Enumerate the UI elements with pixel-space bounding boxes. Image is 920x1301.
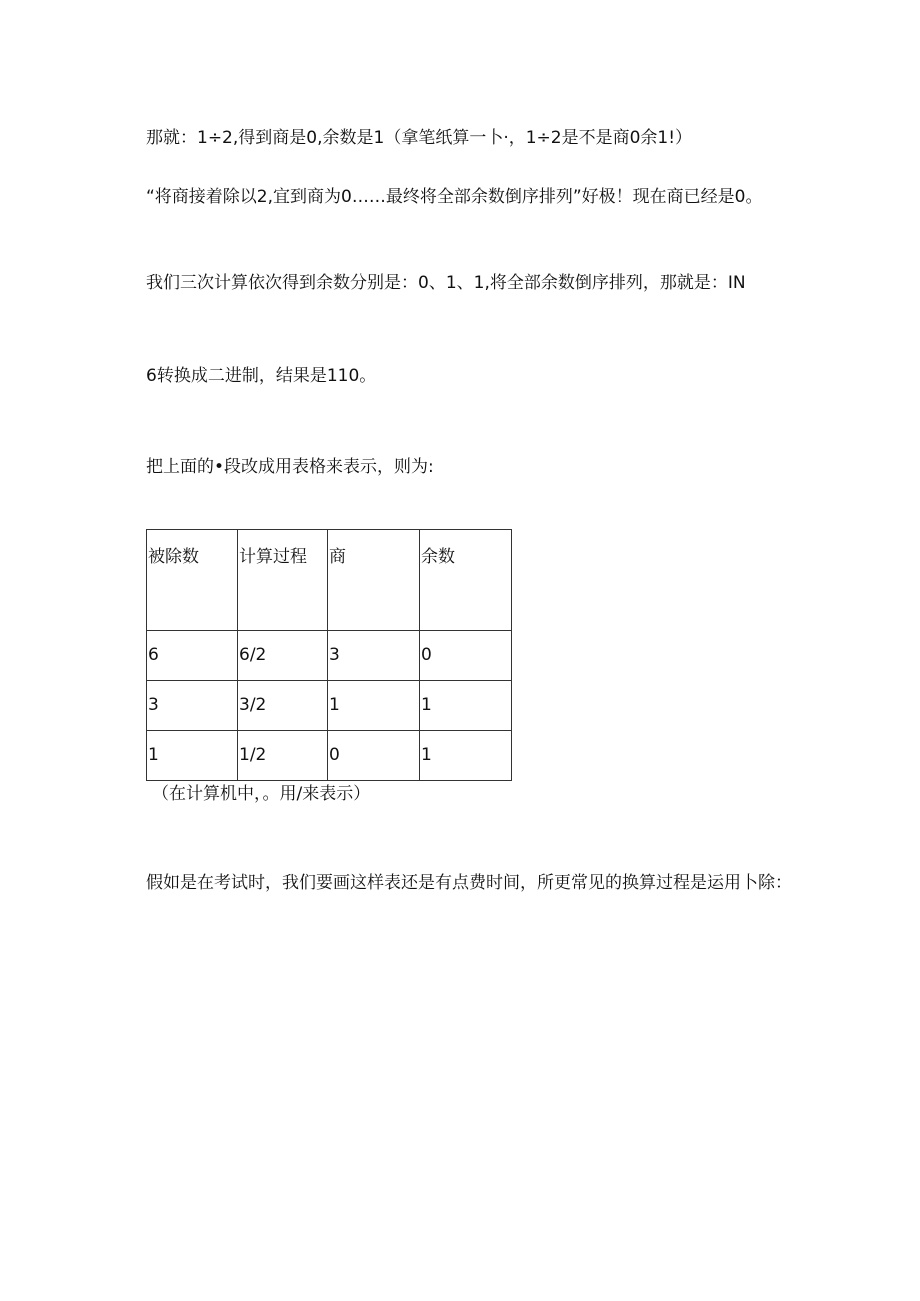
table-cell: 3/2 (238, 681, 328, 731)
table-row (147, 681, 512, 731)
table-cell: 0 (328, 731, 420, 781)
conversion-table (146, 529, 512, 781)
table-header-cell: 余数 (420, 530, 512, 631)
table-cell: 1 (147, 731, 238, 781)
table-cell: 3 (328, 631, 420, 681)
table-header-cell (238, 530, 328, 631)
table-row (147, 731, 512, 781)
paragraph-remainders: 我们三次计算依次得到余数分别是：0、1、1,将全部余数倒序排列，那就是：IN (146, 273, 746, 293)
table-cell: 6/2 (238, 631, 328, 681)
paragraph-quote-rule: “将商接着除以2,宜到商为0……最终将全部余数倒序排列”好极！现在商已经是0。 (146, 187, 763, 207)
table-cell: 1 (420, 681, 512, 731)
table-header-row (147, 530, 512, 631)
table-cell: 3 (147, 681, 238, 731)
table-header-text: 计算过程 (239, 547, 307, 567)
table-header-cell: 商 (328, 530, 420, 631)
table-cell: 0 (420, 631, 512, 681)
table-cell: 1/2 (238, 731, 328, 781)
paragraph-division-step: 那就：1÷2,得到商是0,余数是1（拿笔纸算一卜·，1÷2是不是商0余1!） (146, 128, 693, 148)
paragraph-result: 6转换成二进制，结果是110。 (146, 366, 377, 386)
table-row (147, 631, 512, 681)
table-cell: 1 (420, 731, 512, 781)
table-cell: 1 (328, 681, 420, 731)
table-cell: 6 (147, 631, 238, 681)
paragraph-table-intro: 把上面的•段改成用表格来表示，则为: (146, 457, 434, 477)
table-header-cell: 被除数 (147, 530, 238, 631)
table-caption: （在计算机中，。用/来表示） (152, 784, 371, 804)
paragraph-exam-method: 假如是在考试时，我们要画这样表还是有点费时间，所更常见的换算过程是运用卜除： (146, 873, 792, 893)
